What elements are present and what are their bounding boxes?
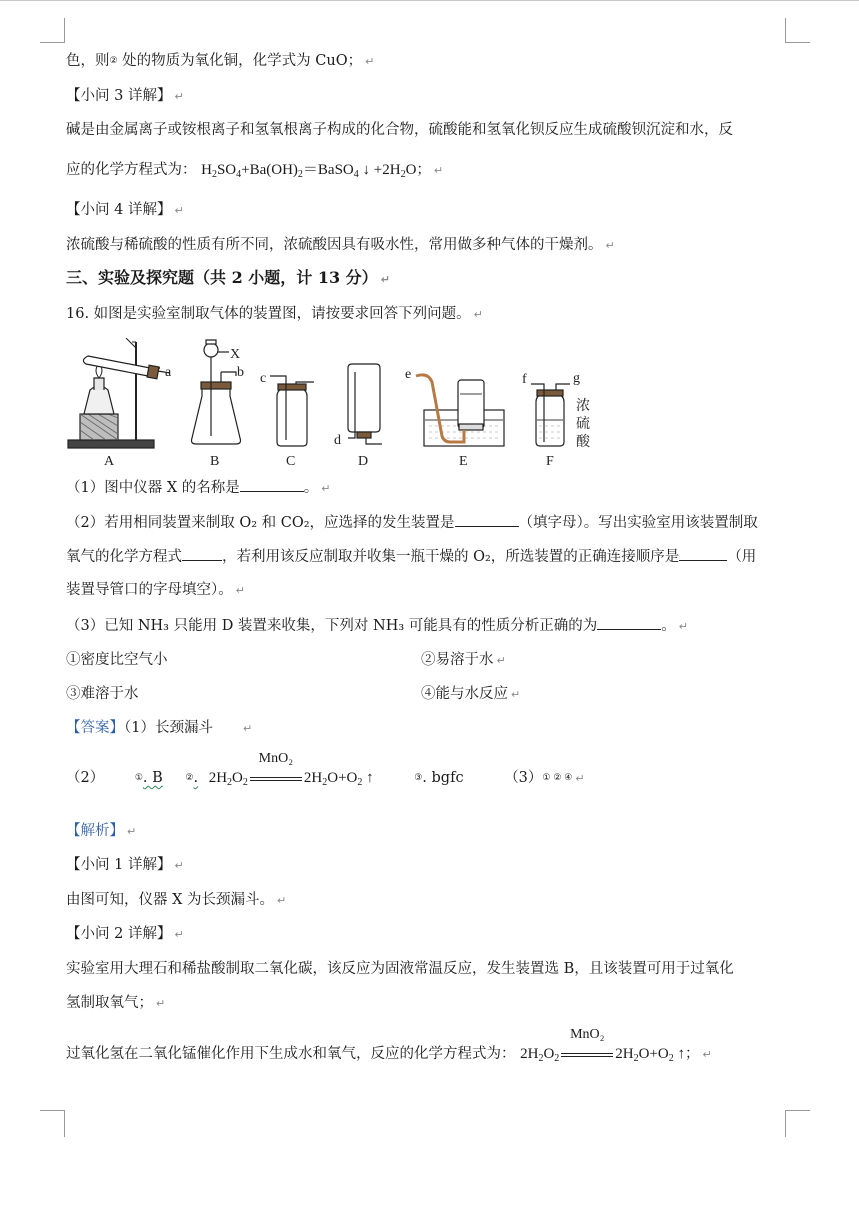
apparatus-b (192, 340, 245, 469)
label-conc-2: 硫 (576, 416, 590, 432)
apparatus-d (334, 364, 382, 469)
margin-corner-top-right (785, 18, 810, 43)
label-C: C (286, 454, 296, 469)
apparatus-c (260, 371, 314, 469)
apparatus-figure (64, 338, 624, 472)
label-a-tube: a (165, 365, 172, 380)
option-2: ②易溶于水 ↵ (421, 652, 506, 668)
q3-text: 碱是由金属离子或铵根离子和氢氧根离子构成的化合物，硫酸能和氢氧化钡反应生成硫酸钡沉淀和水，反 (66, 122, 733, 138)
s2-text3: 过氧化氢在二氧化锰催化作用下生成水和氧气，反应的化学方程式为： $2H_2O_2$ MnO₂ $2H_2O+O_2$ ↑； ↵ (66, 1027, 712, 1064)
part-1: （1）图中仪器 X 的名称是 。 ↵ (66, 477, 799, 499)
section-3-title: 三、实验及探究题（共 2 小题，计 13 分） ↵ (66, 268, 390, 287)
label-B: B (210, 454, 220, 469)
label-A: A (104, 454, 115, 469)
label-e-tube: e (405, 367, 412, 382)
options-row-2: ③难溶于水 ④能与水反应 ↵ (66, 684, 799, 704)
s2-text2: 氢制取氧气； ↵ (66, 995, 166, 1011)
h2o2-equation: $2H_2O_2$ MnO₂ $2H_2O+O_2$ ↑ (208, 751, 374, 788)
label-E: E (459, 454, 468, 469)
page-top-border (0, 0, 859, 1)
label-conc-1: 浓 (576, 398, 590, 414)
margin-corner-top-left (40, 18, 65, 43)
margin-corner-bottom-right (785, 1110, 810, 1137)
label-b-tube: b (237, 365, 244, 380)
part-2c: 装置导管口的字母填空）。 ↵ (66, 582, 245, 598)
q4-text: 浓硫酸与稀硫酸的性质有所不同，浓硫酸因具有吸水性，常用做多种气体的干燥剂。 ↵ (66, 237, 615, 253)
label-F: F (546, 454, 554, 469)
q3-header: 【小问 3 详解】 ↵ (66, 88, 184, 104)
label-d-tube: d (334, 433, 341, 448)
label-g-tube: g (573, 371, 580, 386)
blank-3 (597, 615, 661, 630)
blank-2b (182, 546, 222, 561)
question-16: 16. 如图是实验室制取气体的装置图，请按要求回答下列问题。 ↵ (66, 306, 483, 322)
blank-2a (455, 512, 519, 527)
part-2b: 氧气的化学方程式 ，若利用该反应制取并收集一瓶干燥的 O₂，所选装置的正确连接顺序是 （用 (66, 546, 799, 567)
h2so4-equation: $H_2SO_4+Ba(OH)_2=BaSO_4$ ↓ $+2H_2O$ (201, 162, 417, 180)
label-f-tube: f (522, 372, 527, 387)
margin-corner-bottom-left (40, 1110, 65, 1137)
label-X: X (230, 347, 241, 362)
blank-1 (240, 477, 304, 492)
options-row-1: ①密度比空气小 ②易溶于水 ↵ (66, 650, 799, 670)
apparatus-a (68, 338, 172, 469)
blank-2c (679, 546, 727, 561)
label-D: D (358, 454, 369, 469)
apparatus-e (405, 367, 504, 469)
apparatus-f (522, 371, 591, 469)
s2-text: 实验室用大理石和稀盐酸制取二氧化碳，该反应为固液常温反应，发生装置选 B，且该装置可用于过氧化 (66, 961, 734, 977)
s1-header: 【小问 1 详解】 ↵ (66, 857, 184, 873)
label-c-tube: c (260, 371, 267, 386)
q4-header: 【小问 4 详解】 ↵ (66, 202, 184, 218)
part-2a: （2）若用相同装置来制取 O₂ 和 CO₂，应选择的发生装置是 （填字母）。写出实验室用该装置制取 (66, 512, 799, 533)
answer-1: 【答案】（1）长颈漏斗 ↵ (66, 720, 253, 736)
h2o2-equation-2: $2H_2O_2$ MnO₂ $2H_2O+O_2$ ↑ (520, 1027, 686, 1064)
analysis-label: 【解析】 ↵ (66, 823, 137, 839)
answer-2: （2） ①. B ②. $2H_2O_2$ MnO₂ $2H_2O+O_2$ ↑ ③. bgfc （3）① ② ④ ↵ (66, 751, 585, 788)
part-3: （3）已知 NH₃ 只能用 D 装置来收集，下列对 NH₃ 可能具有的性质分析正确的为 。 ↵ (66, 615, 799, 637)
catalyst-arrow-2: MnO₂ (559, 1044, 615, 1064)
label-conc-3: 酸 (576, 434, 590, 450)
line-cuo: 色，则② 处的物质为氧化铜，化学式为 CuO； ↵ (66, 53, 375, 69)
option-4: ④能与水反应 ↵ (421, 686, 521, 702)
s2-header: 【小问 2 详解】 ↵ (66, 926, 184, 942)
q3-equation-line: 应的化学方程式为： $H_2SO_4+Ba(OH)_2=BaSO_4$ ↓ $+2H_2O$； ↵ (66, 162, 444, 180)
s1-text: 由图可知，仪器 X 为长颈漏斗。 ↵ (66, 892, 287, 908)
catalyst-arrow: MnO₂ (248, 768, 304, 788)
